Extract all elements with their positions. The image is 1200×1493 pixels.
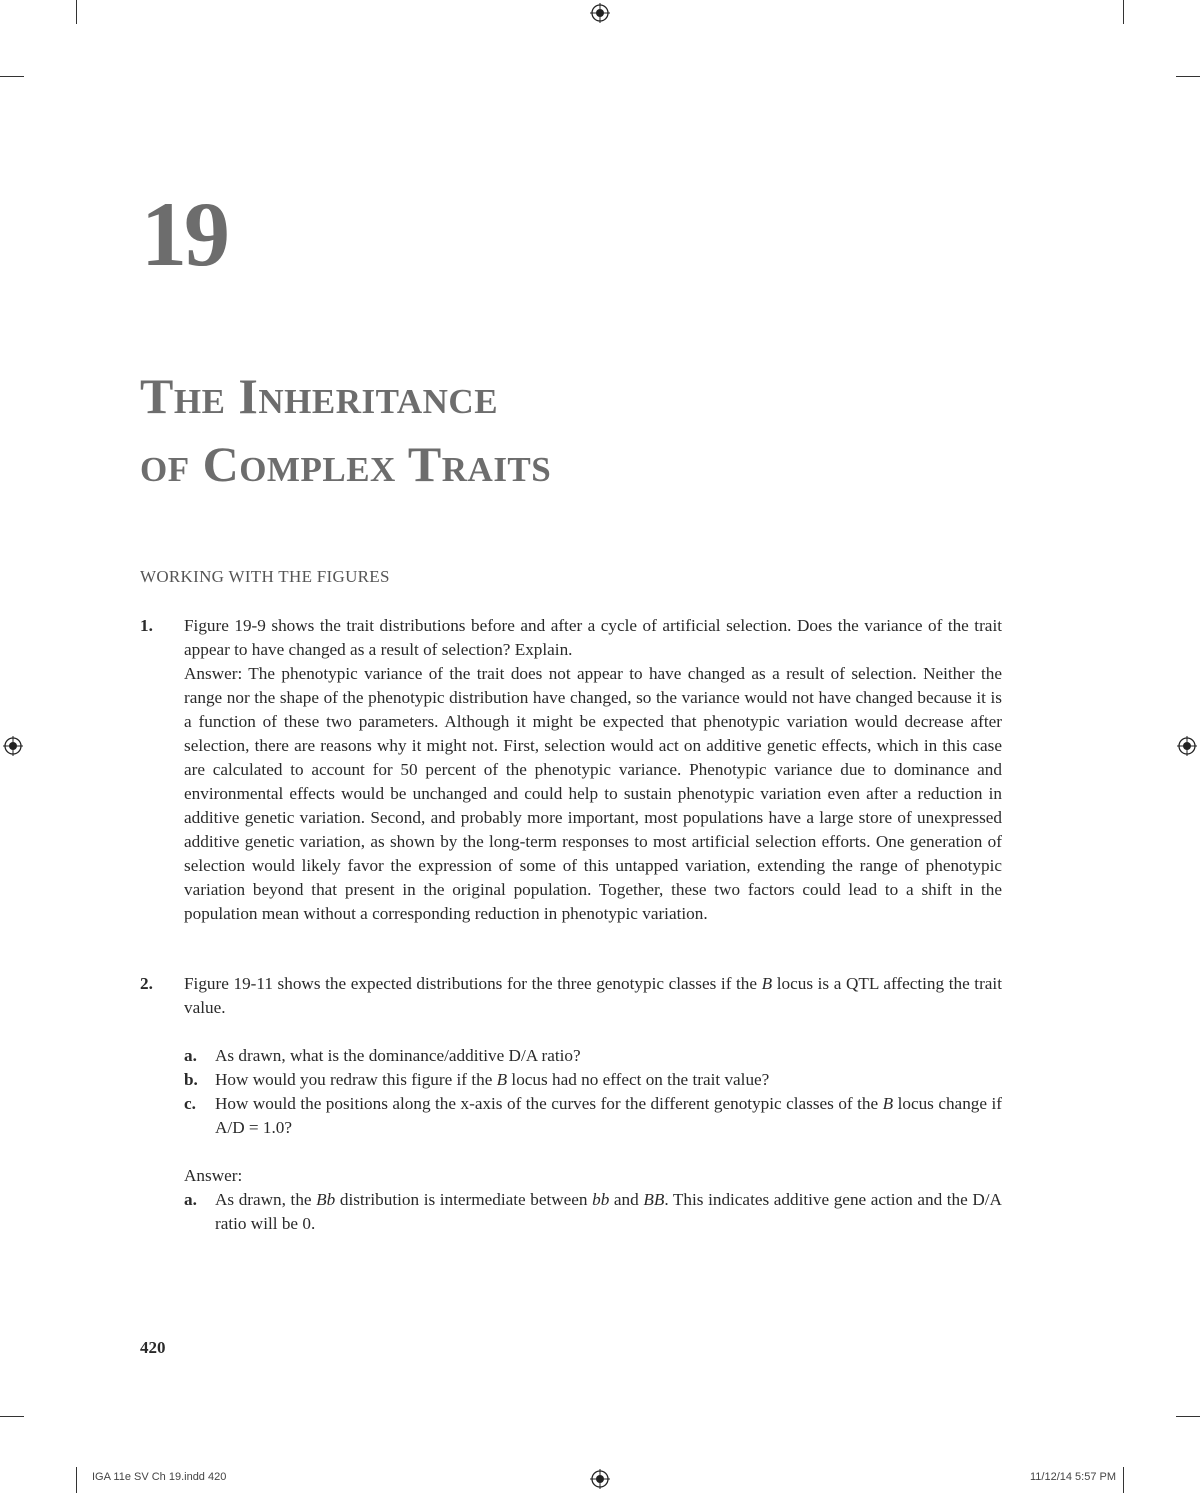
answer-part-label: a. [184,1190,197,1209]
crop-mark-top-right [1123,0,1124,24]
locus-name: B [761,974,773,993]
sub-question-label: a. [184,1046,197,1065]
registration-target-icon [1177,736,1197,756]
genotype-name: Bb [316,1190,336,1209]
print-slug-timestamp: 11/12/14 5:57 PM [1030,1471,1117,1483]
sub-question-label: b. [184,1070,198,1089]
crop-mark-top-left [76,0,77,24]
question-text: Figure 19-9 shows the trait distributions before and after a cycle of artificial selection. Does the variance of the trait appear to have changed as a result of selection? Explain. [184,616,1002,659]
answer-text: Answer: The phenotypic variance of the trait does not appear to have changed as a result of selection. Neither the range nor the shape of the phenotypic distribution have changed, so the variance would not have changed because it is a function of these two parameters. Although it might be expected that phenotypic variation would decrease after selection, there are reasons why it might not. First, selection would act on additive genetic effects, which in this case are calculated to account for 50 percent of the phenotypic variance. Phenotypic variance due to dominance and environmental effects would be unchanged and could help to sustain phenotypic variation even after a reduction in additive genetic variation. Second, and probably more important, most populations have a large store of unexpressed additive genetic variation, as shown by the long-term responses to most artificial selection efforts. One generation of selection would likely favor the expression of some of this untapped variation, extending the range of phenotypic variation beyond that present in the original population. Together, these two factors could lead to a shift in the population mean without a corresponding reduction in phenotypic variation. [184,664,1002,923]
text-run: locus is a QTL affecting the trait value. [184,974,1002,1017]
answer-label: Answer: [184,1166,243,1185]
text-run: locus had no effect on the trait value? [507,1070,770,1089]
text-run: Figure 19-11 shows the expected distributions for the three genotypic classes if the [184,974,762,993]
print-slug-filename: IGA 11e SV Ch 19.indd 420 [92,1471,227,1483]
chapter-title-line-2: of Complex Traits [140,436,552,492]
text-run: and [609,1190,644,1209]
crop-mark-left-top [0,76,24,77]
text-run: locus change if A/D = 1.0? [215,1094,1002,1137]
sub-question-list [184,1044,1002,1140]
content-body [140,614,1002,1236]
chapter-title-line-1: The Inheritance [140,368,499,424]
text-run: How would the positions along the x-axis of the curves for the different genotypic classes of the [215,1094,883,1113]
crop-mark-left-bottom [0,1416,24,1417]
registration-target-icon [3,736,23,756]
locus-name: B [496,1070,508,1089]
text-run: How would you redraw this figure if the [215,1070,497,1089]
text-run: . This indicates additive gene action and the D/A ratio will be 0. [215,1190,1002,1233]
chapter-number: 19 [141,183,227,285]
text-run: distribution is intermediate between [335,1190,593,1209]
answer-a [184,1188,1002,1236]
crop-mark-right-bottom [1176,1416,1200,1417]
text-run: As drawn, the [215,1190,317,1209]
question-number: 1. [140,616,153,635]
section-heading: WORKING WITH THE FIGURES [140,567,390,586]
crop-mark-bottom-right [1123,1467,1124,1493]
locus-name: B [882,1094,894,1113]
question-text [184,972,1002,1020]
crop-mark-bottom-left [76,1467,77,1493]
genotype-name: BB [643,1190,665,1209]
sub-question-a [184,1044,1002,1068]
registration-target-icon [590,1469,610,1489]
sub-question-c [184,1092,1002,1140]
registration-target-icon [590,3,610,23]
page-number: 420 [140,1338,166,1357]
genotype-name: bb [592,1190,610,1209]
sub-question-label: c. [184,1094,196,1113]
chapter-title [140,362,551,498]
question-2 [140,972,1002,1236]
question-1 [140,614,1002,926]
crop-mark-right-top [1176,76,1200,77]
sub-question-b [184,1068,1002,1092]
question-number: 2. [140,974,153,993]
sub-question-text: As drawn, what is the dominance/additive D/A ratio? [215,1046,581,1065]
